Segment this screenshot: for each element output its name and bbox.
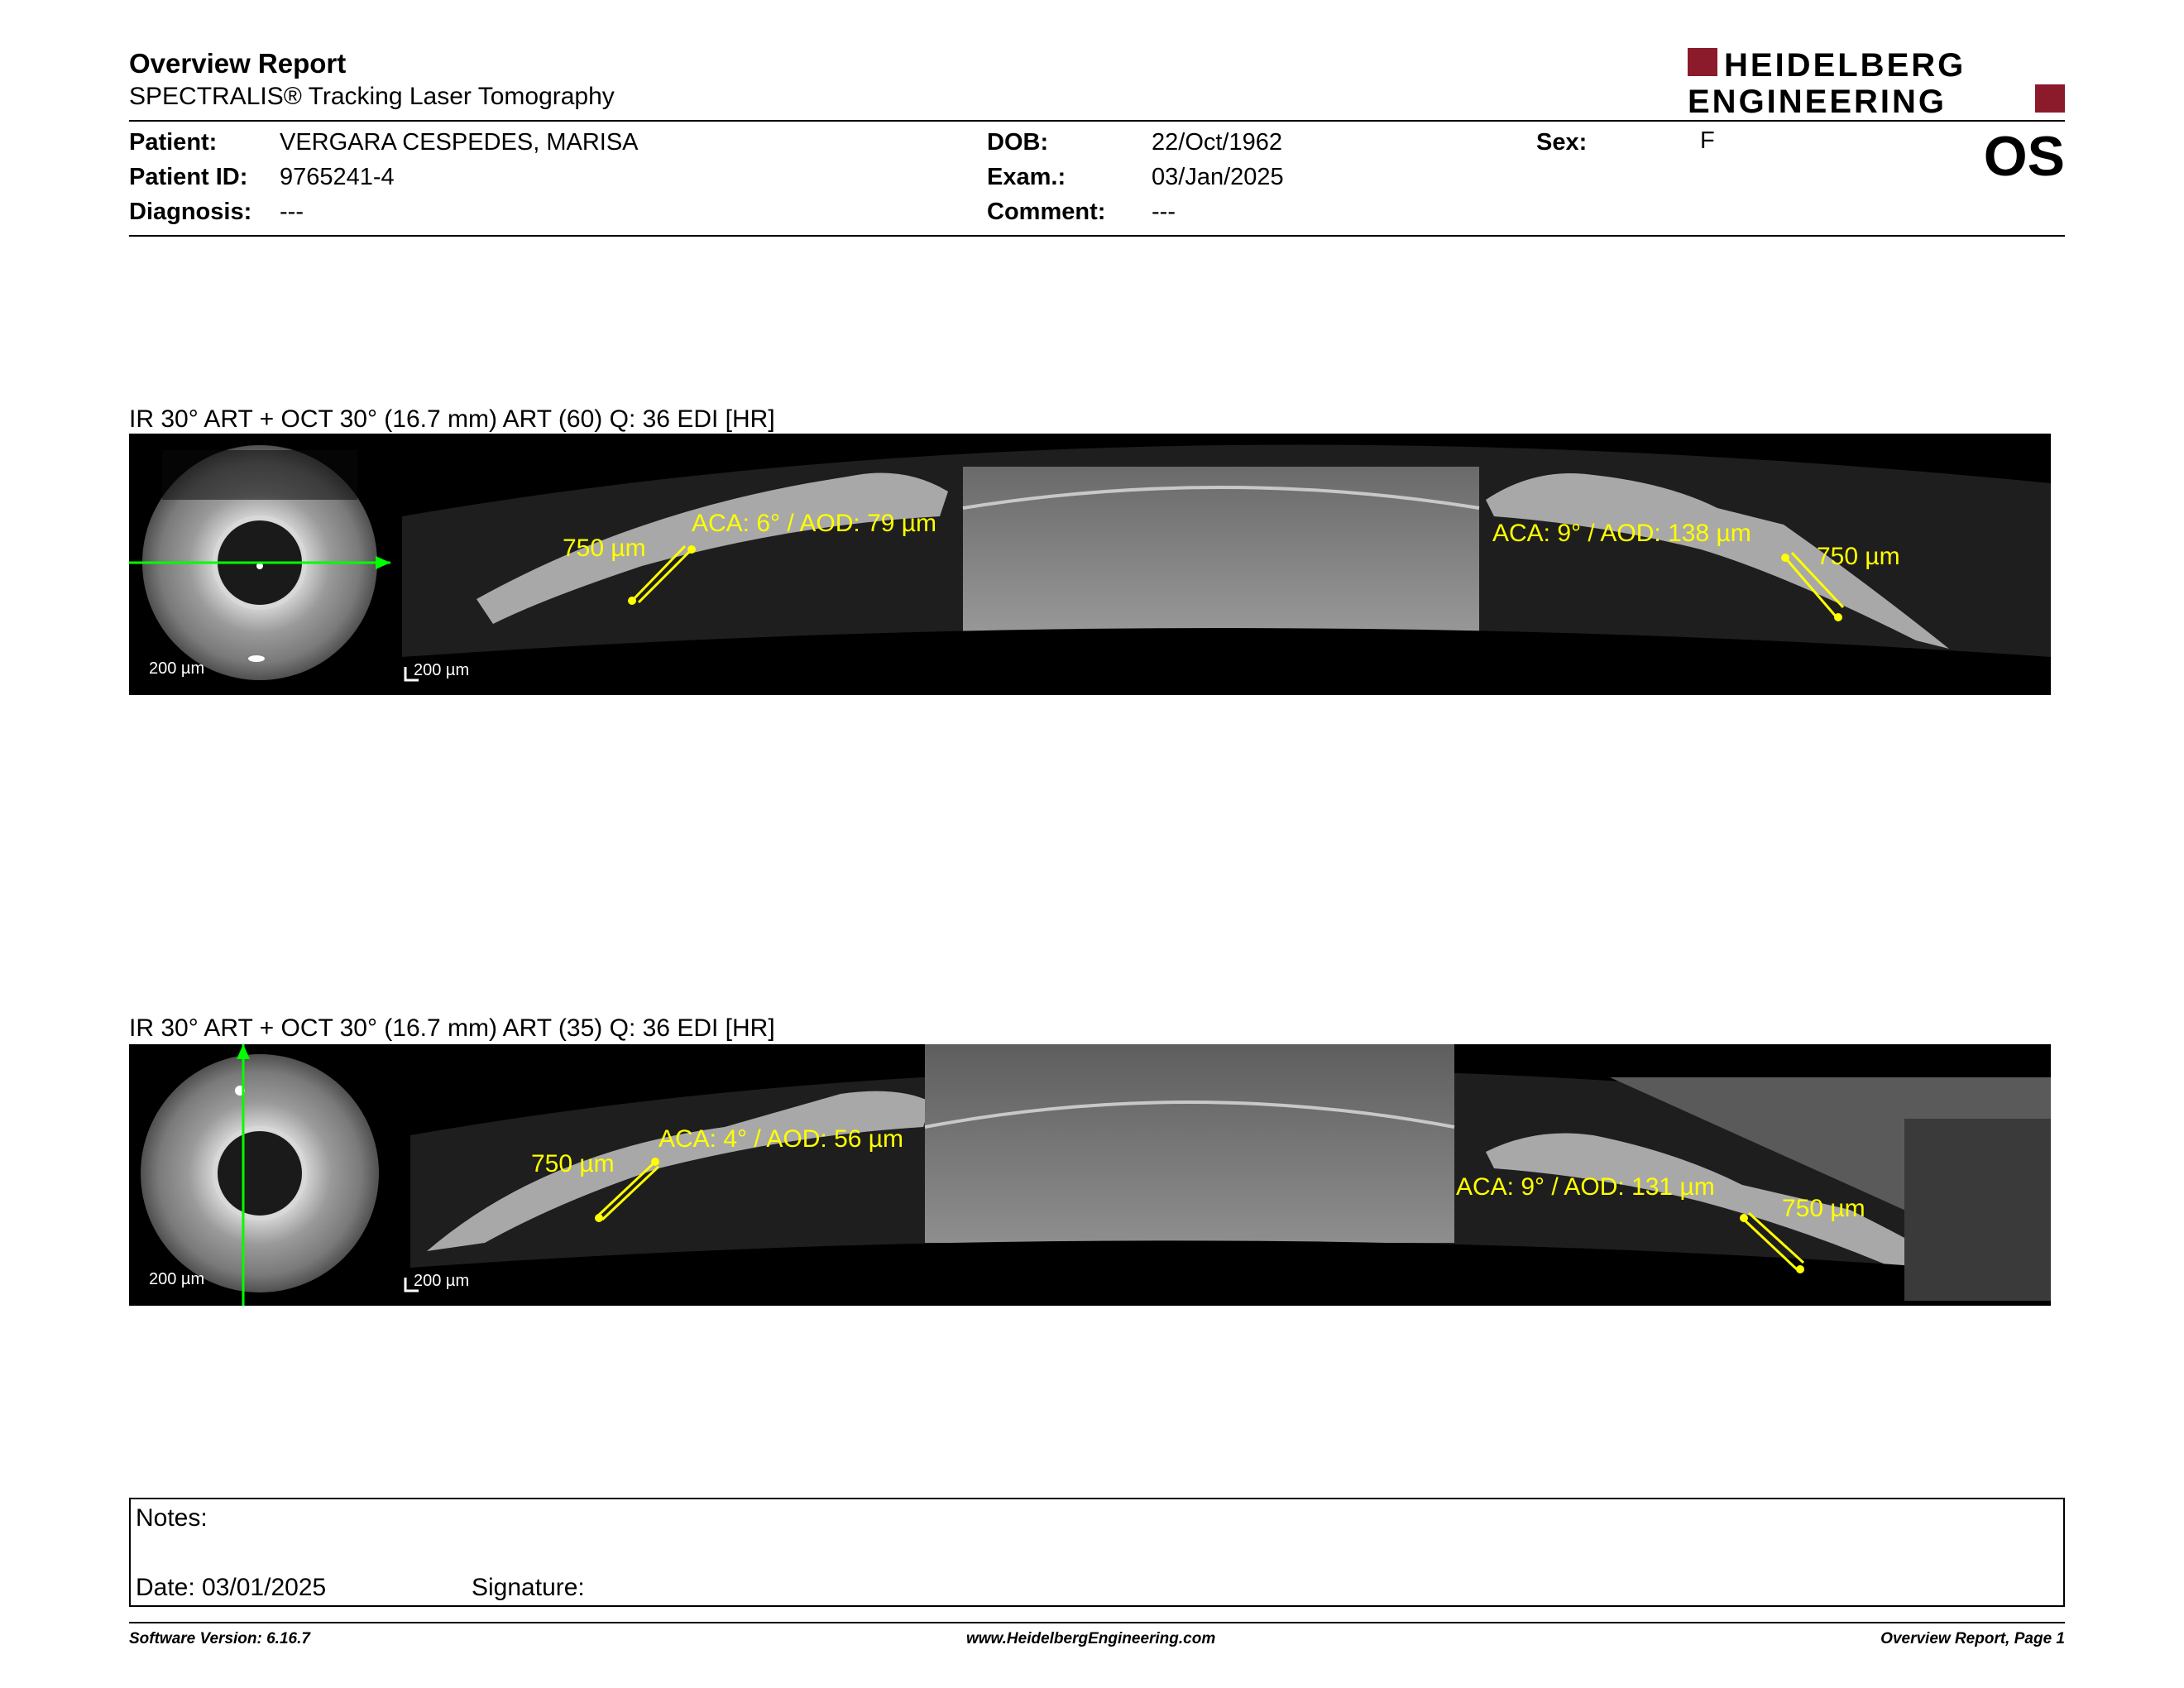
logo-text-2: ENGINEERING	[1688, 84, 1947, 116]
exam-label: Exam.:	[987, 164, 1066, 190]
scan-direction-arrow-icon	[237, 1044, 250, 1059]
scan-label: IR 30° ART + OCT 30° (16.7 mm) ART (35) Q: 36 EDI [HR]	[129, 1014, 775, 1042]
heidelberg-logo	[1688, 46, 2065, 116]
exam-value: 03/Jan/2025	[1152, 164, 1284, 190]
oct-scale-label: 200 µm	[414, 1272, 470, 1290]
patient-name: VERGARA CESPEDES, MARISA	[280, 129, 639, 156]
patient-id: 9765241-4	[280, 164, 395, 190]
website-link[interactable]: www.HeidelbergEngineering.com	[966, 1630, 1216, 1647]
diagnosis-label: Diagnosis:	[129, 199, 252, 225]
report-title: Overview Report	[129, 48, 347, 79]
patient-label: Patient:	[129, 129, 218, 156]
dob-label: DOB:	[987, 129, 1049, 156]
ir-scale-label: 200 µm	[149, 1270, 205, 1288]
logo-text-1: HEIDELBERG	[1724, 47, 1966, 84]
patient-divider	[129, 235, 2065, 237]
eye-indicator: OS	[1983, 125, 2065, 188]
signature-label: Signature:	[472, 1574, 585, 1601]
right-aca-aod-label: ACA: 9° / AOD: 131 µm	[1456, 1173, 1715, 1201]
patient-id-label: Patient ID:	[129, 164, 248, 190]
oct-bscan-image	[402, 444, 2051, 695]
sex-label: Sex:	[1536, 129, 1588, 156]
date-label: Date: 03/01/2025	[136, 1574, 327, 1601]
comment-label: Comment:	[987, 199, 1106, 225]
report-subtitle: SPECTRALIS® Tracking Laser Tomography	[129, 83, 615, 110]
oct-scale-label: 200 µm	[414, 661, 470, 679]
ir-scale-label: 200 µm	[149, 659, 205, 678]
right-aca-aod-label: ACA: 9° / AOD: 138 µm	[1492, 520, 1751, 547]
dob-value: 22/Oct/1962	[1152, 129, 1282, 156]
header-divider	[129, 120, 2065, 122]
footer-divider	[129, 1622, 2065, 1623]
left-aca-aod-label: ACA: 4° / AOD: 56 µm	[659, 1125, 904, 1153]
page-indicator: Overview Report, Page 1	[1880, 1630, 2065, 1647]
scan-direction-arrow-icon	[376, 556, 390, 569]
notes-box	[129, 1498, 2065, 1607]
scan-panel	[129, 434, 2051, 695]
diagnosis-value: ---	[280, 199, 304, 225]
sex-value: F	[1700, 127, 1715, 154]
right-length-label: 750 µm	[1817, 543, 1900, 570]
left-length-label: 750 µm	[531, 1150, 615, 1177]
left-length-label: 750 µm	[563, 535, 646, 562]
software-version: Software Version: 6.16.7	[129, 1630, 310, 1647]
scan-panel	[129, 1044, 2051, 1306]
ir-eye-image	[141, 1054, 379, 1292]
scan-label: IR 30° ART + OCT 30° (16.7 mm) ART (60) Q: 36 EDI [HR]	[129, 405, 775, 433]
oct-bscan-image	[410, 1044, 2051, 1306]
comment-value: ---	[1152, 199, 1176, 225]
left-aca-aod-label: ACA: 6° / AOD: 79 µm	[692, 510, 937, 537]
right-length-label: 750 µm	[1782, 1195, 1866, 1222]
notes-label: Notes:	[136, 1504, 208, 1532]
